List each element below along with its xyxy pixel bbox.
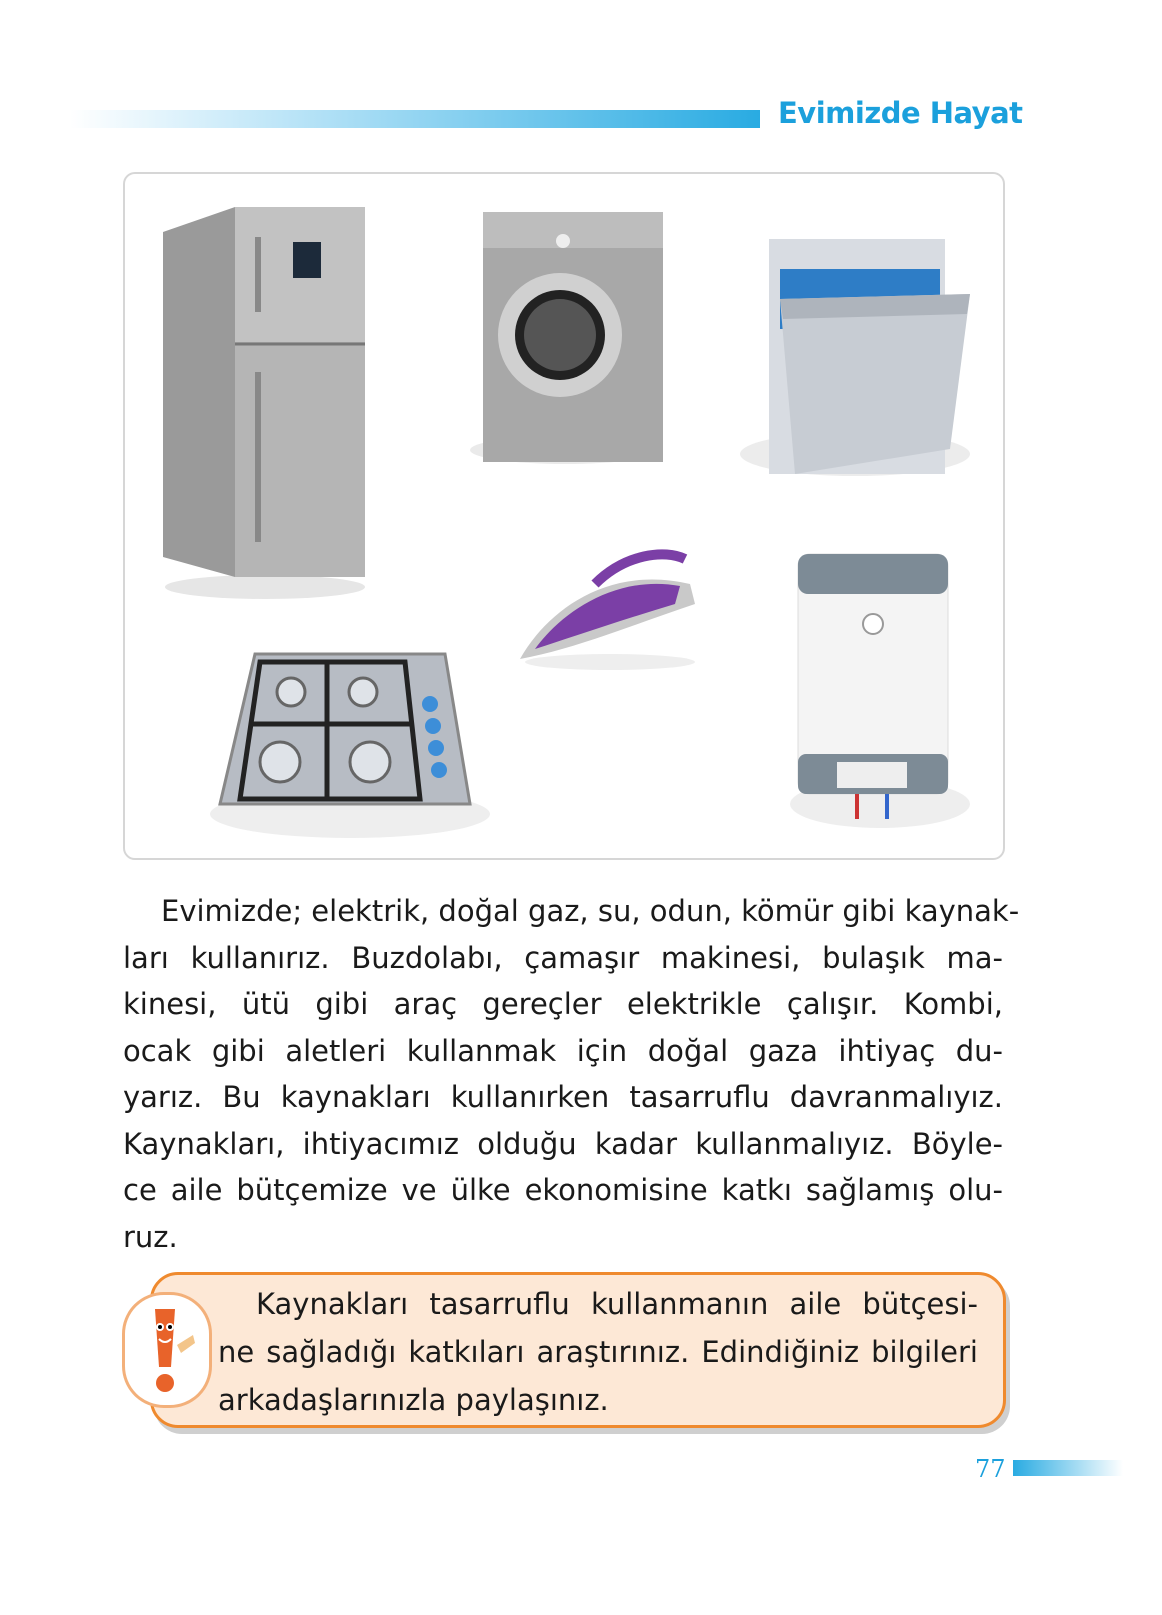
paragraph-line: ocak gibi aletleri kullanmak için doğal gaza ihtiyaç du- (123, 1033, 1003, 1068)
appliances-image-panel (123, 172, 1005, 860)
callout-line: arkadaşlarınızla paylaşınız. (218, 1383, 609, 1417)
paragraph-line: ce aile bütçemize ve ülke ekonomisine katkı sağlamış olu- (123, 1173, 1003, 1207)
callout-line: Kaynakları tasarruflu kullanmanın aile bütçesi- (256, 1287, 978, 1321)
main-paragraph (123, 888, 1020, 1260)
water-heater-image (785, 549, 975, 839)
header-decor-bar (70, 110, 760, 128)
callout-line: ne sağladığı katkıları araştırınız. Edindiğiniz bilgileri (218, 1335, 978, 1369)
paragraph-line: ları kullanırız. Buzdolabı, çamaşır makinesi, bulaşık ma- (123, 940, 1003, 975)
iron-image (515, 524, 705, 674)
paragraph-line: ruz. (123, 1219, 178, 1254)
dishwasher-image (735, 234, 985, 484)
paragraph-line: Kaynakları, ihtiyacımız olduğu kadar kullanmalıyız. Böyle- (123, 1126, 1003, 1161)
paragraph-line: kinesi, ütü gibi araç gereçler elektrikle çalışır. Kombi, (123, 987, 1003, 1021)
exclamation-mascot-icon (122, 1292, 212, 1408)
gas-stove-image (205, 644, 495, 844)
washing-machine-image (465, 210, 665, 470)
paragraph-line: yarız. Bu kaynakları kullanırken tasarruflu davranmalıyız. (123, 1080, 1003, 1114)
paragraph-line: Evimizde; elektrik, doğal gaz, su, odun, kömür gibi kaynak- (161, 894, 1020, 928)
callout-text (218, 1280, 978, 1424)
footer-decor-bar (1013, 1460, 1123, 1476)
refrigerator-image (155, 202, 375, 602)
page-header-title: Evimizde Hayat (778, 96, 1023, 130)
page-number: 77 (975, 1455, 1006, 1483)
